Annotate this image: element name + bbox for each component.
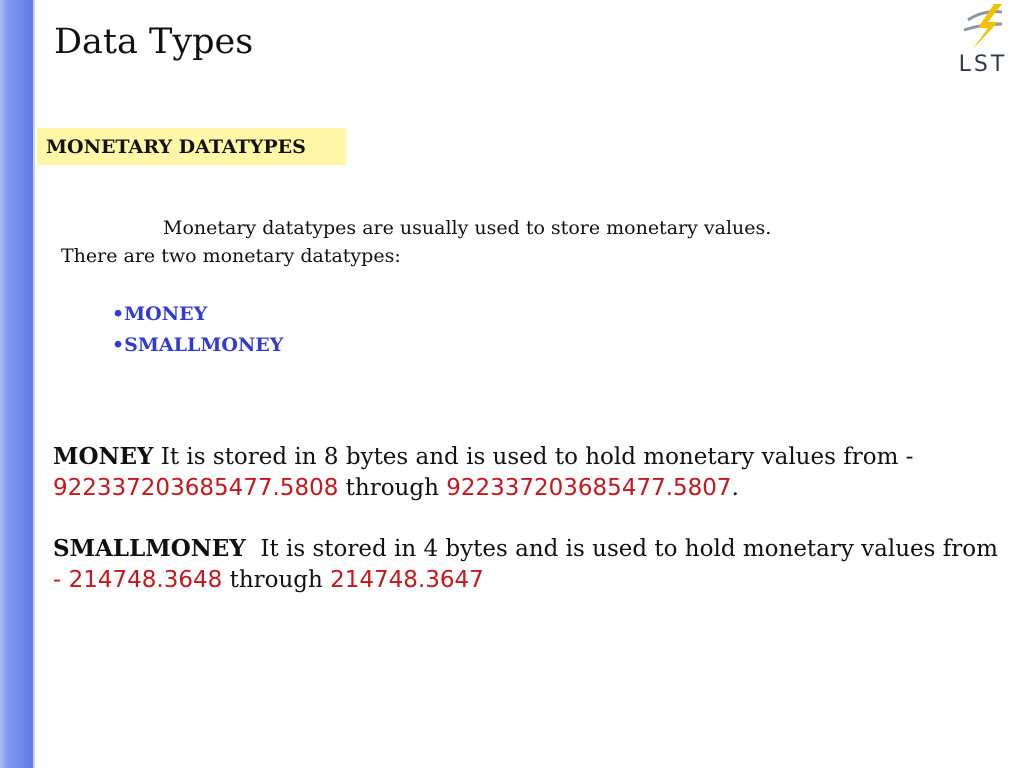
smallmoney-description [53,533,1013,596]
lightning-logo-icon [950,2,1016,52]
list-item-money: •MONEY [112,303,208,325]
section-label: MONETARY DATATYPES [46,136,306,158]
intro-line-2: There are two monetary datatypes: [61,245,401,267]
smallmoney-through: through [222,567,331,593]
money-through: through [338,475,447,501]
money-description [53,441,1013,504]
smallmoney-min-value: - 214748.3648 [53,567,223,593]
money-term: MONEY [53,443,154,470]
smallmoney-term: SMALLMONEY [53,535,246,562]
money-min-value: 922337203685477.5808 [53,475,339,501]
smallmoney-max-value: 214748.3647 [330,567,484,593]
list-item-smallmoney: •SMALLMONEY [112,334,284,356]
money-end: . [731,475,739,501]
datatype-list [112,299,283,361]
logo-text: LST [958,52,1008,77]
sidebar-bar [0,0,33,768]
money-max-value: 922337203685477.5807 [446,475,732,501]
slide-title: Data Types [54,22,254,62]
lst-logo [950,2,1016,80]
intro-line-1: Monetary datatypes are usually used to store monetary values. [163,217,772,239]
smallmoney-text: It is stored in 4 bytes and is used to hold monetary values from [245,536,1006,562]
sidebar-edge [33,0,35,768]
money-text: It is stored in 8 bytes and is used to hold monetary values from - [153,444,914,470]
